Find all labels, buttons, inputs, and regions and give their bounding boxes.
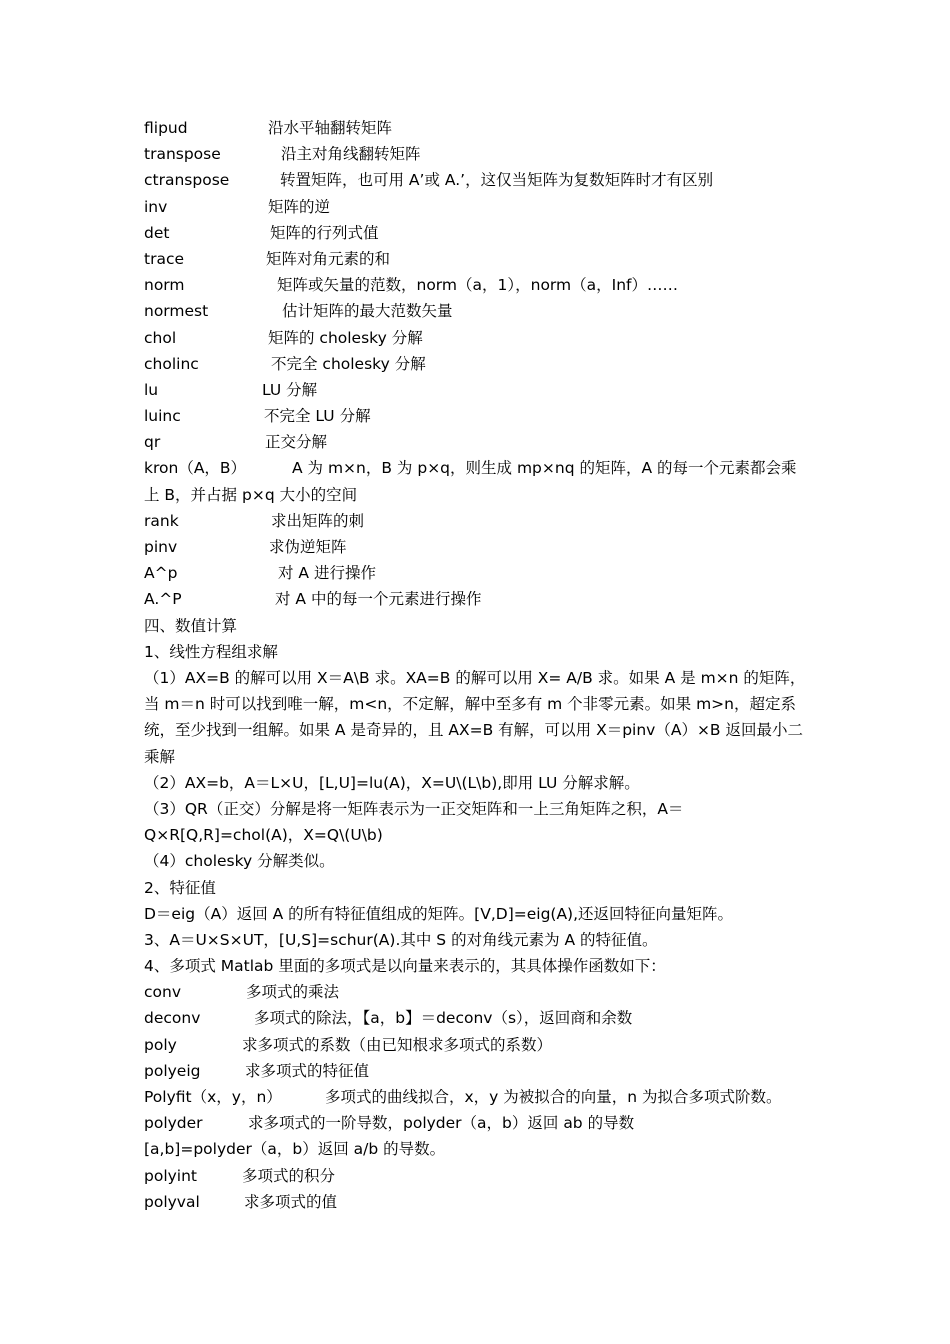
function-name: deconv [144,1009,201,1028]
function-row [144,141,814,167]
function-name: luinc [144,407,181,426]
function-row [144,1058,814,1084]
paragraph: （2）AX=b，A＝L×U，[L,U]=lu(A)，X=U\(L\b),即用 LU 分解求解。 [144,773,640,792]
function-description: 对 A 进行操作 [278,564,376,583]
function-name: Polyfit（x，y，n） [144,1088,282,1106]
function-description: 求出矩阵的刺 [271,511,365,530]
function-description: 矩阵的逆 [268,197,331,216]
function-row [144,272,814,298]
paragraph: D＝eig（A）返回 A 的所有特征值组成的矩阵。[V,D]=eig(A),还返回特征向量矩阵。 [144,904,734,923]
function-name: A.^P [144,590,182,609]
paragraph: （3）QR（正交）分解是将一矩阵表示为一正交矩阵和一上三角矩阵之积，A＝ [144,799,684,818]
kron-continuation: 上 B，并占据 p×q 大小的空间 [144,485,358,504]
function-description: 求多项式的系数（由已知根求多项式的系数） [242,1035,553,1054]
function-description: 矩阵对角元素的和 [266,249,391,268]
paragraph: Q×R[Q,R]=chol(A)，X=Q\(U\b) [144,826,383,845]
function-name: trace [144,249,185,268]
function-row [144,325,814,351]
function-name: rank [144,511,179,530]
function-row [144,508,814,534]
function-description: 估计矩阵的最大范数矢量 [282,302,453,321]
function-name: polyeig [144,1061,201,1080]
function-name: flipud [144,119,188,137]
function-name: polyval [144,1192,200,1211]
function-description: 求伪逆矩阵 [269,538,347,556]
function-description: 矩阵的行列式值 [270,223,379,242]
function-row [144,1005,814,1031]
matrix-function-list-2 [144,508,814,613]
function-row [144,586,814,612]
subsection-heading: 3、A＝U×S×UT，[U,S]=schur(A).其中 S 的对角线元素为 A 的特征值。 [144,930,658,949]
function-description: 正交分解 [265,433,328,452]
subsection-heading: 1、线性方程组求解 [144,642,278,661]
function-description: 沿主对角线翻转矩阵 [281,145,421,164]
function-name: transpose [144,145,221,164]
function-description: 求多项式的特征值 [245,1061,370,1080]
function-name: kron（A，B） [144,459,247,478]
function-row [144,1189,814,1215]
subsection-heading: 4、多项式 Matlab 里面的多项式是以向量来表示的，其具体操作函数如下： [144,957,666,976]
paragraph: （1）AX=B 的解可以用 X＝A\B 求。XA=B 的解可以用 X= A/B 求。如果 A 是 m×n 的矩阵，当 m＝n 时可以找到唯一解，m<n，不定解，解中至多有 m 个非零元素。如果 m>n，超定系统，至少找到一组解。如果 A 是奇异的，且 AX=B 有解，可以用 X＝pinv（A）×B 返回最小二乘解 [144,668,806,766]
function-name: lu [144,380,159,399]
function-name: poly [144,1035,177,1054]
function-description: 多项式的乘法 [246,983,340,1002]
function-row [144,298,814,324]
function-name: conv [144,983,182,1002]
function-row [144,1032,814,1058]
function-description: 求多项式的一阶导数，polyder（a，b）返回 ab 的导数 [248,1114,635,1133]
document-body [144,115,814,1215]
function-description: 矩阵或矢量的范数，norm（a，1），norm（a，Inf）…… [277,276,678,295]
function-row [144,1163,814,1189]
function-name: A^p [144,564,178,583]
function-row [144,429,814,455]
function-name: norm [144,276,185,295]
function-row [144,194,814,220]
function-description: 转置矩阵，也可用 A’或 A.’，这仅当矩阵为复数矩阵时才有区别 [280,171,714,190]
function-name: pinv [144,538,178,556]
section-heading: 四、数值计算 [144,616,238,635]
function-description: 多项式的积分 [242,1166,336,1185]
function-description: A 为 m×n，B 为 p×q，则生成 mp×nq 的矩阵，A 的每一个元素都会乘 [292,459,797,478]
function-name: normest [144,302,209,321]
function-description: 多项式的曲线拟合，x，y 为被拟合的向量，n 为拟合多项式阶数。 [325,1088,782,1106]
function-row [144,403,814,429]
matrix-function-list [144,115,814,455]
function-name: polyint [144,1166,198,1185]
function-row [144,560,814,586]
paragraph: （4）cholesky 分解类似。 [144,852,335,871]
function-description: 不完全 LU 分解 [264,407,371,426]
function-description: LU 分解 [262,380,318,399]
function-name: cholinc [144,354,199,373]
function-name: polyder [144,1114,203,1133]
paragraph: [a,b]=polyder（a，b）返回 a/b 的导数。 [144,1140,446,1159]
function-row [144,534,814,560]
subsection-heading: 2、特征值 [144,878,216,897]
function-row [144,1110,814,1136]
function-row [144,115,814,141]
function-description: 不完全 cholesky 分解 [271,354,426,373]
function-name: qr [144,433,161,452]
function-row [144,979,814,1005]
function-name: ctranspose [144,171,230,190]
function-row [144,1084,814,1110]
function-row [144,246,814,272]
function-row [144,167,814,193]
polynomial-function-list-2 [144,1163,814,1215]
function-description: 多项式的除法，【a，b】＝deconv（s），返回商和余数 [254,1009,633,1028]
function-name: chol [144,328,177,347]
function-description: 对 A 中的每一个元素进行操作 [275,590,482,609]
function-name: inv [144,197,168,216]
kron-row [144,455,814,481]
polynomial-function-list [144,979,814,1136]
function-description: 求多项式的值 [244,1192,338,1211]
function-description: 沿水平轴翻转矩阵 [268,119,393,137]
function-row [144,377,814,403]
function-name: det [144,223,170,242]
function-row [144,351,814,377]
function-description: 矩阵的 cholesky 分解 [268,328,423,347]
function-row [144,220,814,246]
